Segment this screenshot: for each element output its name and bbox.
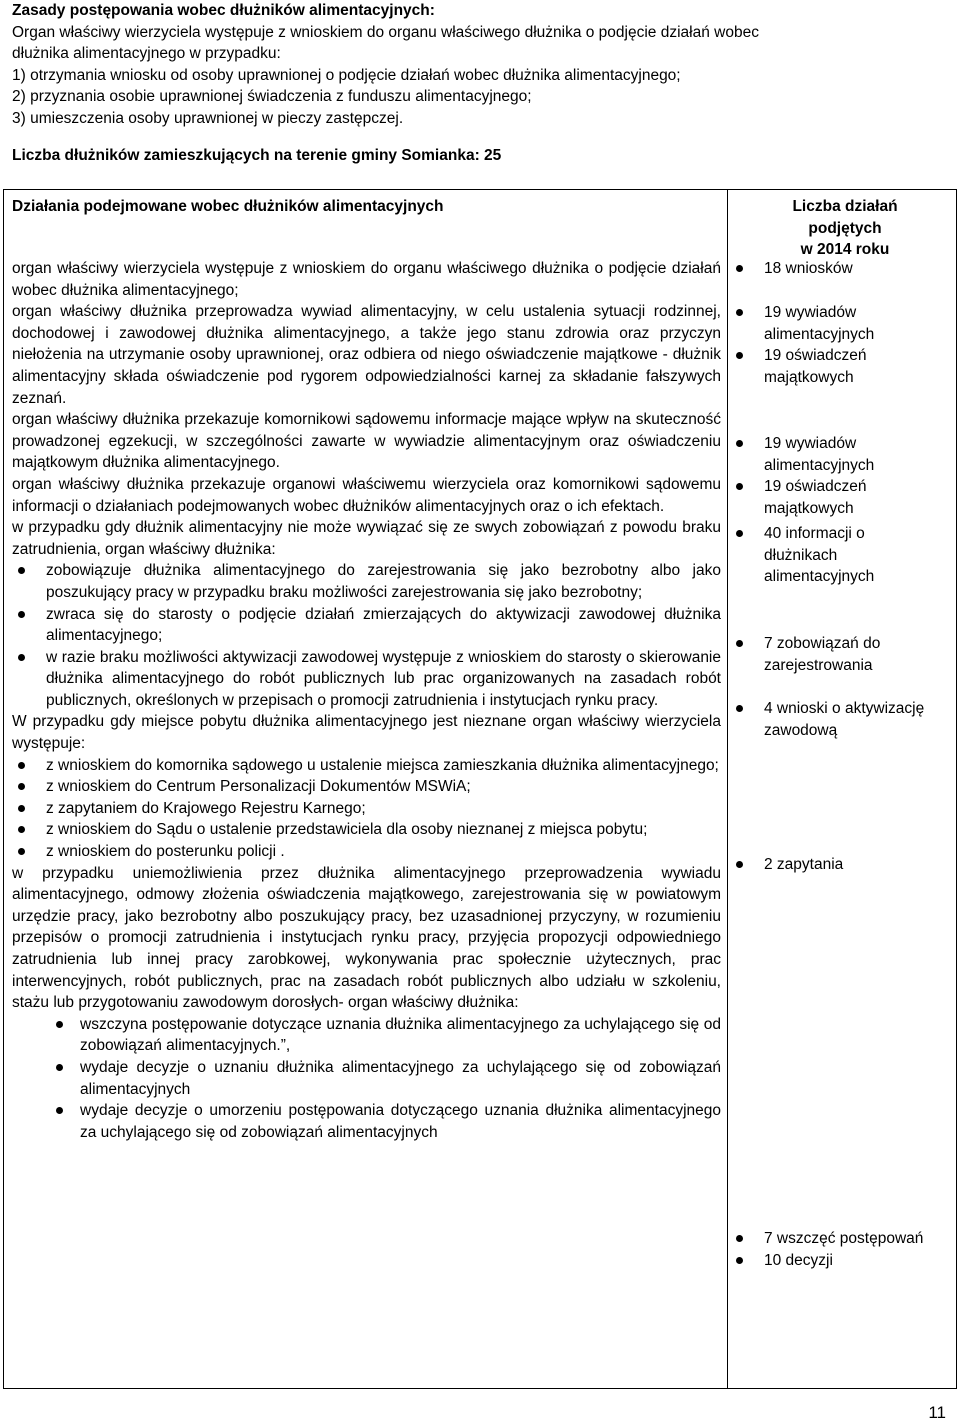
list-item: z wnioskiem do komornika sądowego u ustalenie miejsca zamieszkania dłużnika alimentacyjnego; <box>12 755 721 777</box>
list-item: zwraca się do starosty o podjęcie działań zmierzających do aktywizacji zawodowej dłużnika alimentacyjnego; <box>12 604 721 647</box>
intro-title: Zasady postępowania wobec dłużników alimentacyjnych: <box>12 2 435 19</box>
right-header-line: Liczba działań <box>792 198 898 215</box>
count-group-7 <box>728 1228 938 1271</box>
right-header <box>728 196 952 258</box>
right-header-line: w 2014 roku <box>800 241 890 258</box>
count-group-2 <box>728 302 938 388</box>
count-item: 7 zobowiązań do zarejestrowania <box>728 633 938 676</box>
left-header: Działania podejmowane wobec dłużników alimentacyjnych <box>12 198 444 215</box>
action-block-3: organ właściwy dłużnika przekazuje komornikowi sądowemu informacje mające wpływ na skuteczność prowadzonej egzekucji, w szczególności zawarte w wywiadzie alimentacyjnym oraz oświadczeniu majątkowym dłużnika alimentacyjnego. <box>12 411 721 472</box>
count-item: 2 zapytania <box>728 854 938 876</box>
action-block-5: w przypadku gdy dłużnik alimentacyjny nie może wywiązać się ze swych zobowiązań z powodu braku zatrudnienia, organ właściwy dłużnika: <box>12 519 721 558</box>
action-block-7-list <box>12 1014 721 1144</box>
count-group-4 <box>728 523 938 588</box>
intro-line: 1) otrzymania wniosku od osoby uprawnionej o podjęcie działań wobec dłużnika alimentacyjnego; <box>12 66 681 84</box>
counts-column <box>728 190 957 1389</box>
count-group-1 <box>728 258 938 280</box>
count-item: 19 wywiadów alimentacyjnych <box>728 302 938 345</box>
action-block-6: W przypadku gdy miejsce pobytu dłużnika alimentacyjnego jest nieznane organ właściwy wierzyciela występuje: <box>12 713 721 753</box>
list-item: z wnioskiem do Centrum Personalizacji Dokumentów MSWiA; <box>12 776 721 798</box>
list-item: wydaje decyzje o umorzeniu postępowania dotyczącego uznania dłużnika alimentacyjnego za uchylającego się od zobowiązań alimentacyjnych <box>12 1100 721 1143</box>
counts-list <box>728 258 952 1388</box>
count-item: 19 wywiadów alimentacyjnych <box>728 433 938 476</box>
action-block-7: w przypadku uniemożliwienia przez dłużnika alimentacyjnego przeprowadzenia wywiadu alimentacyjnego, odmowy złożenia oświadczenia majątkowego, zarejestrowania się w powiatowym urzędzie pracy, jako bezrobotny albo poszukujący pracy, bez uzasadnionej przyczyny, w rozumieniu przepisów o promocji zatrudnienia i instytucjach rynku pracy, przyjęcia propozycji odpowiedniego zatrudnienia lub innej pracy zarobkowej, wykonywania prac społecznie użytecznych, prac interwencyjnych, robót publicznych, prac na zasadach robót publicznych albo udziału w szkoleniu, stażu lub przygotowaniu zawodowym dorosłych- organ właściwy dłużnika: <box>12 864 721 1012</box>
list-item: z wnioskiem do posterunku policji . <box>12 841 721 863</box>
count-item: 40 informacji o dłużnikach alimentacyjnych <box>728 523 938 588</box>
list-item: w razie braku możliwości aktywizacji zawodowej występuje z wnioskiem do starosty o skierowanie dłużnika alimentacyjnego do robót publicznych lub prac organizowanych na zasadach robót publicznych, określonych w przepisach o promocji zatrudnienia i instytucjach rynku pracy. <box>12 647 721 712</box>
right-header-line: podjętych <box>808 219 882 237</box>
count-group-3 <box>728 433 938 519</box>
count-item: 19 oświadczeń majątkowych <box>728 345 938 388</box>
intro-line: 3) umieszczenia osoby uprawnionej w pieczy zastępczej. <box>12 109 404 127</box>
intro-line: Organ właściwy wierzyciela występuje z wnioskiem do organu właściwego dłużnika o podjęcie działań wobec <box>12 23 759 41</box>
count-item: 7 wszczęć postępowań <box>728 1228 938 1250</box>
action-block-5-list <box>12 560 721 711</box>
list-item: wszczyna postępowanie dotyczące uznania dłużnika alimentacyjnego za uchylającego się od zobowiązań alimentacyjnych.”, <box>12 1014 721 1057</box>
action-block-2: organ właściwy dłużnika przeprowadza wywiad alimentacyjny, w celu ustalenia sytuacji rodzinnej, dochodowej i zawodowej dłużnika alimentacyjnego, a także jego stanu zdrowia oraz przyczyn niełożenia na utrzymanie osoby uprawnionej, oraz odbiera od niego oświadczenie majątkowe - dłużnik alimentacyjny składa oświadczenie pod rygorem odpowiedzialności karnej za składanie fałszywych zeznań. <box>12 303 721 407</box>
action-block-6-list <box>12 755 721 863</box>
intro-line: dłużnika alimentacyjnego w przypadku: <box>12 45 281 63</box>
list-item: zobowiązuje dłużnika alimentacyjnego do zarejestrowania się jako bezrobotny albo jako poszukujący pracy w przypadku braku możliwości zarejestrowania się jako bezrobotny; <box>12 560 721 603</box>
action-block-4: organ właściwy dłużnika przekazuje organowi właściwemu wierzyciela oraz komornikowi sądowemu informacji o działaniach podejmowanych wobec dłużników alimentacyjnych oraz o ich efektach. <box>12 475 721 515</box>
count-group-6 <box>728 854 938 876</box>
count-item: 10 decyzji <box>728 1250 938 1272</box>
intro-line: 2) przyznania osobie uprawnionej świadczenia z funduszu alimentacyjnego; <box>12 88 532 106</box>
page-number: 11 <box>928 1403 946 1422</box>
count-item: 19 oświadczeń majątkowych <box>728 476 938 519</box>
actions-column <box>4 190 728 1389</box>
count-item: 18 wniosków <box>728 258 938 280</box>
debtor-count: Liczba dłużników zamieszkujących na terenie gminy Somianka: 25 <box>12 146 502 164</box>
count-item: 4 wnioski o aktywizację zawodową <box>728 698 938 741</box>
count-group-5 <box>728 633 938 741</box>
list-item: z zapytaniem do Krajowego Rejestru Karnego; <box>12 798 721 820</box>
list-item: z wnioskiem do Sądu o ustalenie przedstawiciela dla osoby nieznanej z miejsca pobytu; <box>12 819 721 841</box>
actions-table <box>3 189 957 1389</box>
intro <box>12 0 957 130</box>
action-block-1: organ właściwy wierzyciela występuje z wnioskiem do organu właściwego dłużnika o podjęcie działań wobec dłużnika alimentacyjnego; <box>12 260 721 299</box>
list-item: wydaje decyzje o uznaniu dłużnika alimentacyjnego za uchylającego się od zobowiązań alimentacyjnych <box>12 1057 721 1100</box>
